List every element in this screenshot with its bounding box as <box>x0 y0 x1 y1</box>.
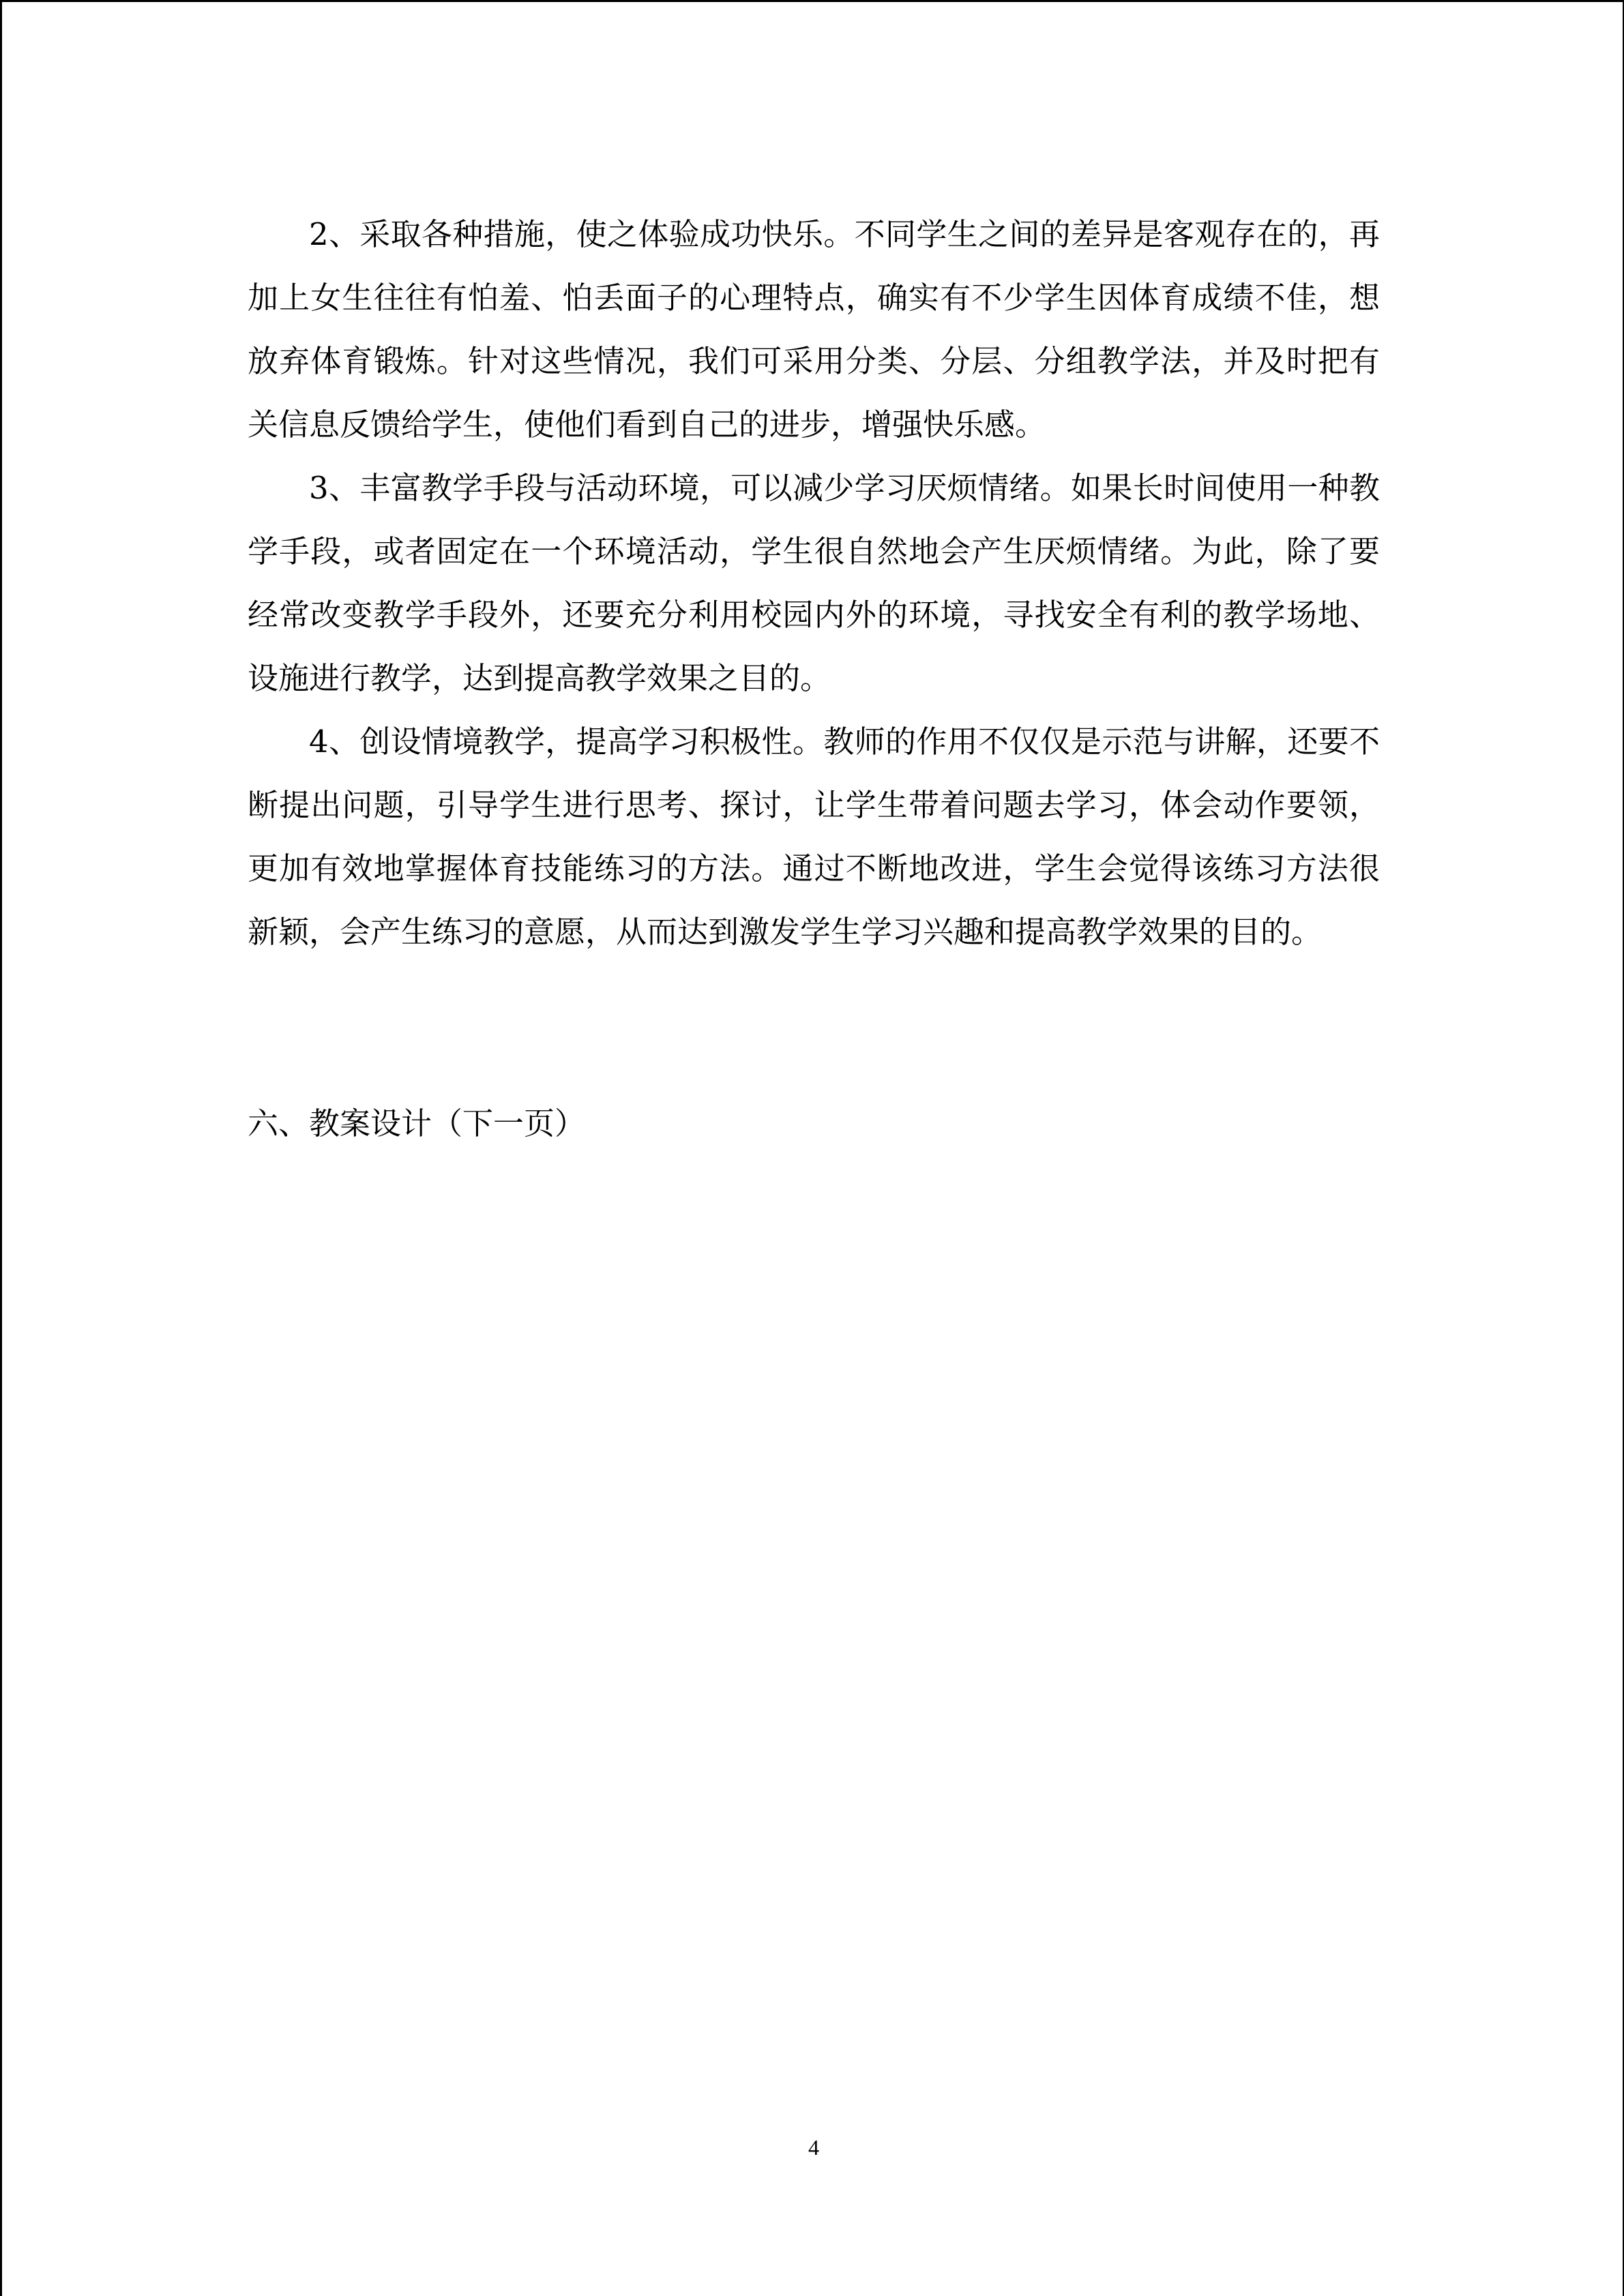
paragraph-item-3: 3、丰富教学手段与活动环境，可以减少学习厌烦情绪。如果长时间使用一种教学手段，或者固定在一个环境活动，学生很自然地会产生厌烦情绪。为此，除了要经常改变教学手段外，还要充分利用校园内外的环境，寻找安全有利的教学场地、设施进行教学，达到提高教学效果之目的。 <box>248 470 1380 696</box>
page-number: 4 <box>808 2135 819 2160</box>
body-text <box>248 203 1380 964</box>
section-heading: 六、教案设计（下一页） <box>248 1105 586 1142</box>
paragraph-item-4: 4、创设情境教学，提高学习积极性。教师的作用不仅仅是示范与讲解，还要不断提出问题，引导学生进行思考、探讨，让学生带着问题去学习，体会动作要领，更加有效地掌握体育技能练习的方法。通过不断地改进，学生会觉得该练习方法很新颖，会产生练习的意愿，从而达到激发学生学习兴趣和提高教学效果的目的。 <box>248 724 1380 950</box>
paragraph-item-2: 2、采取各种措施，使之体验成功快乐。不同学生之间的差异是客观存在的，再加上女生往往有怕羞、怕丢面子的心理特点，确实有不少学生因体育成绩不佳，想放弃体育锻炼。针对这些情况，我们可采用分类、分层、分组教学法，并及时把有关信息反馈给学生，使他们看到自己的进步，增强快乐感。 <box>248 216 1380 443</box>
